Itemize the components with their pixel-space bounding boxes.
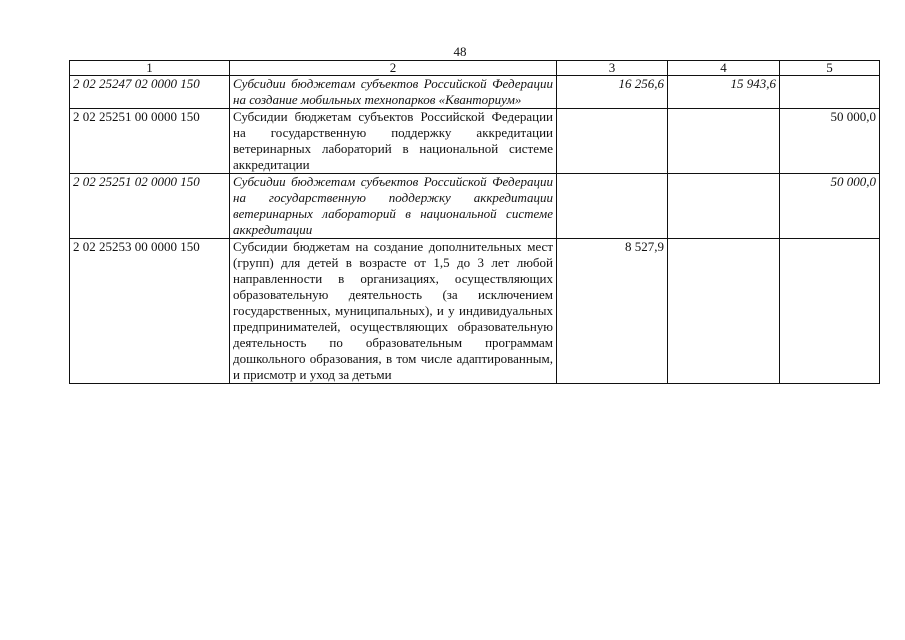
- description-cell: Субсидии бюджетам на создание дополнительных мест (групп) для детей в возрасте от 1,5 до 3 лет любой направленности в организациях, осуществляющих образовательную деятельность (за исключением государственных, муниципальных), и у индивидуальных предпринимателей, осуществляющих образовательную деятельность по образовательным программам дошкольного образования, в том числе адаптированным, и присмотр и уход за детьми: [230, 239, 557, 384]
- column-header-3: 3: [557, 61, 668, 76]
- budget-code-cell: 2 02 25247 02 0000 150: [70, 76, 230, 109]
- table-row: [70, 109, 880, 174]
- budget-code-cell: 2 02 25253 00 0000 150: [70, 239, 230, 384]
- amount-col5-cell: [780, 76, 880, 109]
- table-row: [70, 174, 880, 239]
- description-cell: Субсидии бюджетам субъектов Российской Федерации на государственную поддержку аккредитации ветеринарных лабораторий в национальной системе аккредитации: [230, 109, 557, 174]
- page-number: 48: [453, 44, 467, 59]
- budget-code-cell: 2 02 25251 00 0000 150: [70, 109, 230, 174]
- description-cell: Субсидии бюджетам субъектов Российской Федерации на государственную поддержку аккредитации ветеринарных лабораторий в национальной системе аккредитации: [230, 174, 557, 239]
- amount-col4-cell: [668, 239, 780, 384]
- column-header-1: 1: [70, 61, 230, 76]
- table-header-row: [70, 61, 880, 76]
- amount-col5-cell: 50 000,0: [780, 174, 880, 239]
- column-header-5: 5: [780, 61, 880, 76]
- amount-col3-cell: 8 527,9: [557, 239, 668, 384]
- amount-col3-cell: [557, 109, 668, 174]
- column-header-2: 2: [230, 61, 557, 76]
- budget-code-cell: 2 02 25251 02 0000 150: [70, 174, 230, 239]
- column-header-4: 4: [668, 61, 780, 76]
- amount-col5-cell: [780, 239, 880, 384]
- amount-col3-cell: [557, 174, 668, 239]
- amount-col4-cell: 15 943,6: [668, 76, 780, 109]
- amount-col5-cell: 50 000,0: [780, 109, 880, 174]
- description-cell: Субсидии бюджетам субъектов Российской Федерации на создание мобильных технопарков «Кванториум»: [230, 76, 557, 109]
- budget-table: [69, 60, 880, 384]
- amount-col4-cell: [668, 109, 780, 174]
- table-row: [70, 239, 880, 384]
- amount-col3-cell: 16 256,6: [557, 76, 668, 109]
- table-row: [70, 76, 880, 109]
- amount-col4-cell: [668, 174, 780, 239]
